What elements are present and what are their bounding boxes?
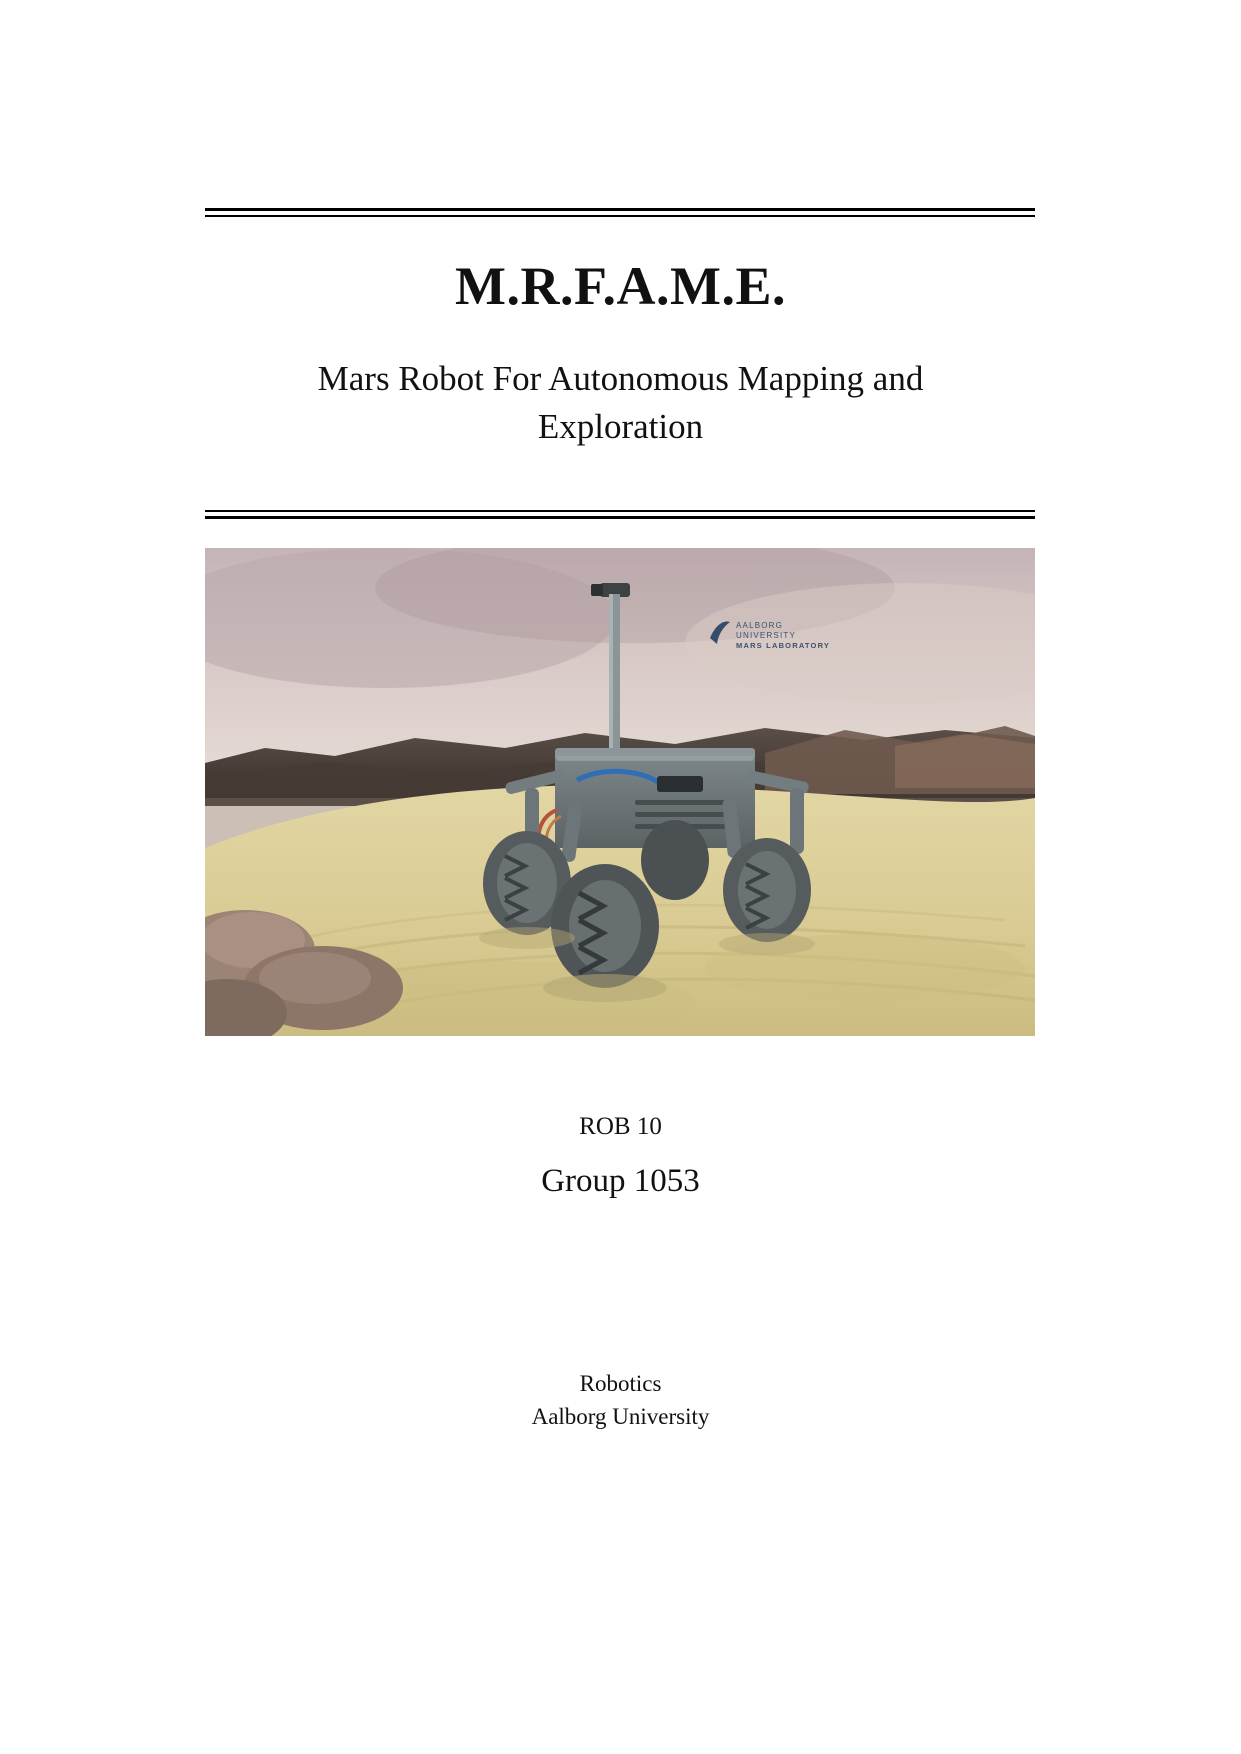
affiliation	[0, 1368, 1241, 1433]
department-name: Robotics	[579, 1371, 662, 1396]
svg-text:AALBORG: AALBORG	[736, 621, 784, 630]
svg-text:MARS LABORATORY: MARS LABORATORY	[736, 641, 831, 650]
rule-thin	[205, 215, 1035, 217]
rule-thick	[205, 516, 1035, 519]
course-code: ROB 10	[579, 1113, 662, 1140]
cover-figure	[205, 548, 1035, 1036]
group-number: Group 1053	[541, 1163, 700, 1199]
rover-photo-illustration	[205, 548, 1035, 1036]
title-rule-bottom	[205, 510, 1035, 519]
svg-text:UNIVERSITY: UNIVERSITY	[736, 631, 797, 640]
university-name: Aalborg University	[531, 1403, 710, 1429]
page-title: M.R.F.A.M.E.	[455, 256, 786, 316]
page-subtitle: Mars Robot For Autonomous Mapping and Exploration	[317, 359, 924, 447]
rule-thick	[205, 208, 1035, 211]
rule-thin	[205, 510, 1035, 512]
title-rule-top	[205, 208, 1035, 217]
